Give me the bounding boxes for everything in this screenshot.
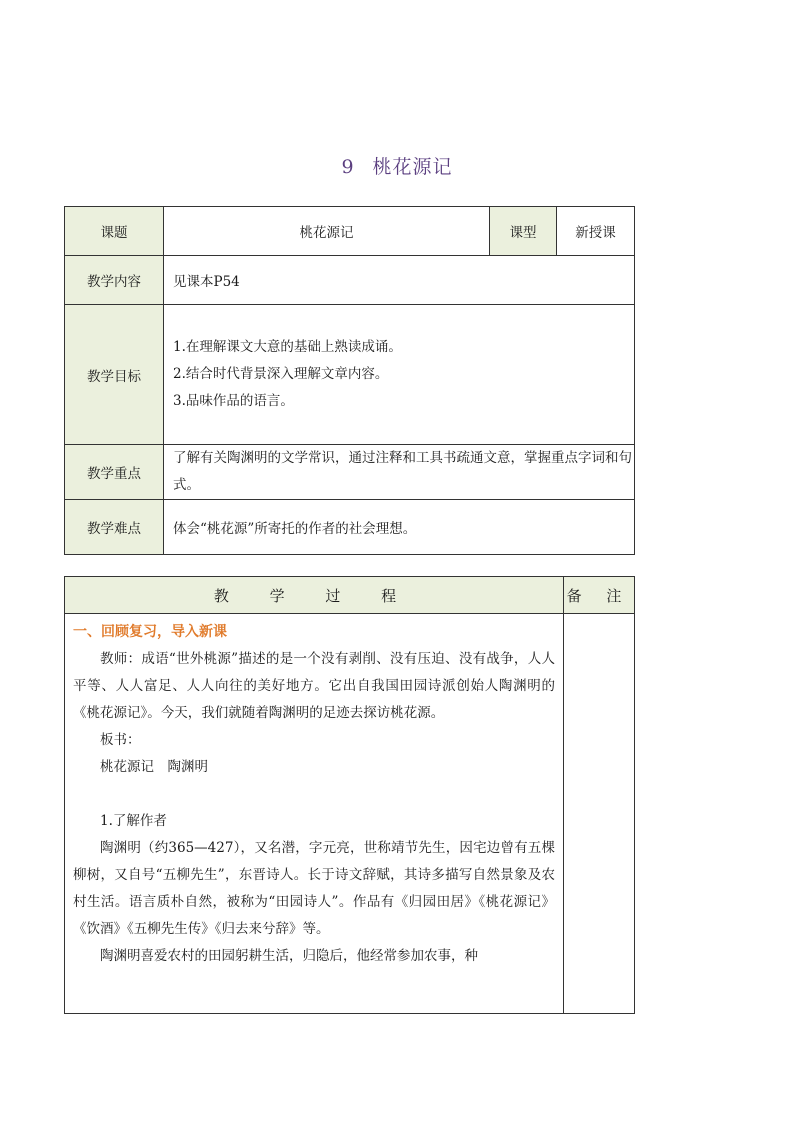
teacher-paragraph: 教师：成语“世外桃源”描述的是一个没有剥削、没有压迫、没有战争，人人平等、人人富足、人人向往的美好地方。它出自我国田园诗派创始人陶渊明的《桃花源记》。今天，我们就随着陶渊明的足迹去探访桃花源。 <box>73 651 555 721</box>
difficulty-value: 体会“桃花源”所寄托的作者的社会理想。 <box>164 500 635 555</box>
goals-list <box>164 305 635 445</box>
notes-cell <box>564 614 635 1014</box>
type-label: 课型 <box>490 207 557 256</box>
lesson-title: 桃花源记 <box>372 156 453 178</box>
lesson-number: 9 <box>341 156 355 178</box>
difficulty-label: 教学难点 <box>65 500 164 555</box>
topic-label: 课题 <box>65 207 164 256</box>
board-text: 桃花源记 陶渊明 <box>100 759 208 775</box>
topic-value: 桃花源记 <box>164 207 490 256</box>
subsection-title: 1.了解作者 <box>100 813 167 829</box>
goal-item: 3.品味作品的语言。 <box>173 393 294 409</box>
goal-item: 1.在理解课文大意的基础上熟读成诵。 <box>173 339 402 355</box>
content-value: 见课本P54 <box>164 256 635 305</box>
lesson-info-table <box>64 206 635 555</box>
goal-item: 2.结合时代背景深入理解文章内容。 <box>173 366 389 382</box>
key-value: 了解有关陶渊明的文学常识，通过注释和工具书疏通文意，掌握重点字词和句式。 <box>164 445 635 500</box>
board-label: 板书： <box>100 732 141 748</box>
type-value: 新授课 <box>557 207 635 256</box>
process-body <box>65 614 564 1014</box>
key-label: 教学重点 <box>65 445 164 500</box>
content-label: 教学内容 <box>65 256 164 305</box>
author-paragraph: 陶渊明（约365—427），又名潜，字元亮，世称靖节先生，因宅边曾有五棵柳树，又自号“五柳先生”，东晋诗人。长于诗文辞赋，其诗多描写自然景象及农村生活。语言质朴自然，被称为“田园诗人”。作品有《归园田居》《桃花源记》《饮酒》《五柳先生传》《归去来兮辞》等。 <box>73 840 555 937</box>
section-title: 一、回顾复习，导入新课 <box>73 624 227 640</box>
goals-label: 教学目标 <box>65 305 164 445</box>
notes-header: 备 注 <box>564 577 635 614</box>
process-header: 教 学 过 程 <box>65 577 564 614</box>
last-paragraph: 陶渊明喜爱农村的田园躬耕生活，归隐后，他经常参加农事，种 <box>100 948 478 964</box>
teaching-process-table <box>64 576 635 1014</box>
page-title <box>0 152 794 179</box>
